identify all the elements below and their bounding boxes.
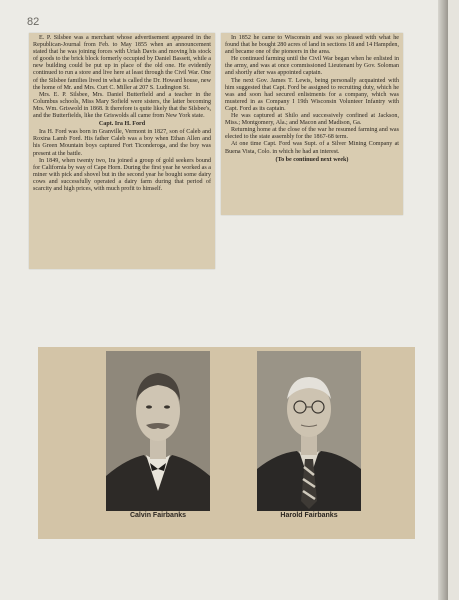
- article-paragraph: He continued farming until the Civil War began when he enlisted in the army, and was at once commissioned Lieutenant by Gov. Soloman and shortly after was appointed captain.: [225, 56, 399, 77]
- article-paragraph: Returning home at the close of the war he resumed farming and was elected to the state assembly for the 1867-68 term.: [225, 127, 399, 141]
- photo-caption: Harold Fairbanks: [280, 512, 338, 519]
- article-subheading: Capt. Ira H. Ford: [98, 121, 146, 128]
- page-number: 82: [27, 16, 40, 28]
- article-paragraph: E. P. Silsbee was a merchant whose advertisement appeared in the Republican-Journal from Feb. to May 1855 when an announcement stated that he was joining forces with Uriah Davis and moving his stock of goods to the brick block formerly occupied by Daniel Bassett, while a new building could be put up in place of the old one. He evidently continued to run a store and live here at least through the Civil War. One of the Silsbee families lived in what is called the Dr. Howard house, new the home of Mr. and Mrs. Curt C. Miller at 207 S. Ludington St.: [33, 35, 211, 91]
- article-paragraph: At one time Capt. Ford was Supt. of a Silver Mining Company at Buena Vista, Colo. in which he had an interest.: [225, 141, 399, 155]
- article-paragraph: The next Gov. James T. Lewis, being personally acquainted with him suggested that Capt. Ford be assigned to recruiting duty, which he was and soon had secured enlistments for a company, which was mustered in as Company I 19th Wisconsin Volunteer Infantry with Capt. Ford as its captain.: [225, 77, 399, 112]
- portrait-harold-fairbanks: [257, 351, 361, 511]
- page-edge-shadow: [438, 0, 448, 600]
- continued-note: (To be continued next week): [275, 156, 349, 163]
- portrait-calvin-fairbanks: [106, 351, 210, 511]
- article-paragraph: In 1852 he came to Wisconsin and was so pleased with what he found that he bought 280 acres of land in sections 18 and 14 Hampden, and became one of the pioneers in the area.: [225, 35, 399, 56]
- newspaper-clipping-left: [29, 33, 215, 269]
- article-paragraph: He was captured at Shilo and successively confined at Jackson, Miss.; Montgomery, Ala.; and Macon and Madison, Ga.: [225, 113, 399, 127]
- newspaper-clipping-right: [221, 33, 403, 215]
- article-paragraph: Mrs. E. P. Silsbee, Mrs. Daniel Butterfield and a teacher in the Columbus schools, Miss Mary Sofield were sisters, the latter becoming Mrs. Wm. Griswold in 1868. It therefore is quite likely that the Silsbee's, and the Butterfields, like the Griswolds all came from New York state.: [33, 91, 211, 120]
- next-page-edge: [448, 0, 459, 600]
- article-paragraph: In 1849, when twenty two, Ira joined a group of gold seekers bound for California by way of Cape Horn. During the first year he worked as a miner with pick and shovel but in the second year he bought some dairy cows and successfully operated a dairy farm during that period of scarcity and high prices, with much profit to himself.: [33, 157, 211, 192]
- photo-caption: Calvin Fairbanks: [129, 512, 187, 519]
- article-paragraph: Ira H. Ford was born in Granville, Vermont in 1827, son of Caleb and Roxina Lamb Ford. His father Caleb was a boy when Ethan Allen and his Green Mountain boys captured Fort Ticonderoga, and the boy was present at the battle.: [33, 129, 211, 157]
